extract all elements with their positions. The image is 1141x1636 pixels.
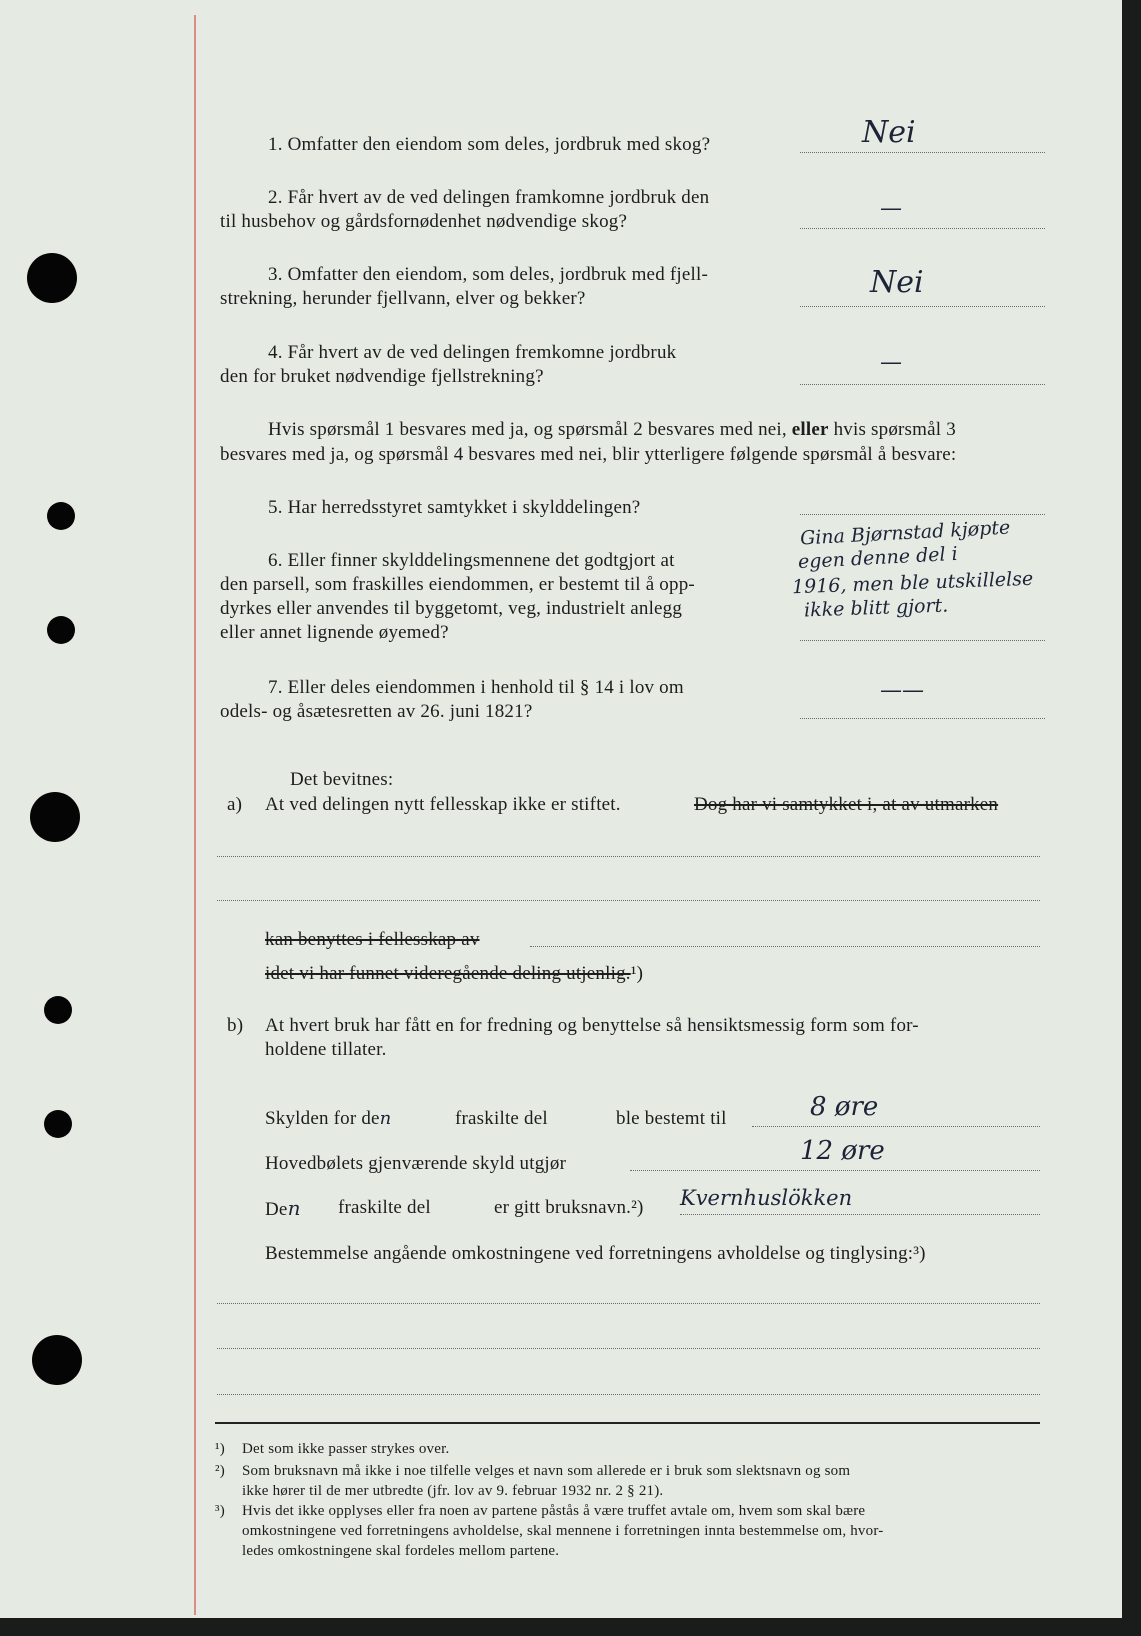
bevitnes-b-line2: holdene tillater. bbox=[265, 1039, 387, 1060]
punch-hole bbox=[47, 616, 75, 644]
punch-hole bbox=[30, 792, 80, 842]
blank-line bbox=[217, 1394, 1040, 1395]
blank-line bbox=[530, 946, 1040, 947]
footnote-ref: ¹) bbox=[630, 963, 644, 984]
punch-hole bbox=[44, 996, 72, 1024]
skyld-fraskilt-suffix: n bbox=[379, 1108, 392, 1129]
bevitnes-a-label: a) bbox=[227, 794, 243, 815]
intro-line1-a: Hvis spørsmål 1 besvares med ja, og spørsmål 2 besvares med nei, bbox=[268, 419, 787, 440]
skyld-navn-c: er gitt bruksnavn.²) bbox=[494, 1197, 644, 1218]
intro-line2: besvares med ja, og spørsmål 4 besvares med nei, blir ytterligere følgende spørsmål å besvare: bbox=[220, 444, 957, 465]
intro-line1 bbox=[268, 418, 956, 442]
answer-q6-line1: Gina Bjørnstad kjøpte bbox=[799, 516, 1011, 550]
question-1: 1. Omfatter den eiendom som deles, jordbruk med skog? bbox=[268, 134, 711, 155]
question-4-line1: 4. Får hvert av de ved delingen fremkomne jordbruk bbox=[268, 342, 677, 363]
blank-line bbox=[217, 900, 1040, 901]
question-6-line2: den parsell, som fraskilles eiendommen, er bestemt til å opp- bbox=[220, 574, 695, 595]
punch-hole bbox=[27, 253, 77, 303]
footnote-2-line1: Som bruksnavn må ikke i noe tilfelle velges et navn som allerede er i bruk som slektsnavn og som bbox=[242, 1463, 851, 1479]
answer-line bbox=[800, 640, 1045, 641]
answer-line bbox=[800, 384, 1045, 385]
footnote-3-line3: ledes omkostningene skal fordeles mellom partene. bbox=[242, 1543, 560, 1559]
skyld-hoved-value: 12 øre bbox=[800, 1136, 885, 1166]
skyld-fraskilt-c: ble bestemt til bbox=[616, 1108, 727, 1129]
question-7-line1: 7. Eller deles eiendommen i henhold til § 14 i lov om bbox=[268, 677, 684, 698]
skyld-navn-prefix: De bbox=[265, 1199, 288, 1220]
intro-line1-b: hvis spørsmål 3 bbox=[833, 419, 956, 440]
answer-line bbox=[800, 152, 1045, 153]
footnote-2-line2: ikke hører til de mer utbredte (jfr. lov av 9. februar 1932 nr. 2 § 21). bbox=[242, 1483, 664, 1499]
footnote-3-line1: Hvis det ikke opplyses eller fra noen av partene påstås å være truffet avtale om, hvem som skal bære bbox=[242, 1503, 866, 1519]
skyld-fraskilt-prefix: Skylden for de bbox=[265, 1108, 380, 1129]
bevitnes-a-struck3-line bbox=[265, 962, 643, 986]
bevitnes-heading: Det bevitnes: bbox=[290, 769, 394, 790]
skyld-omkost: Bestemmelse angående omkostningene ved forretningens avholdelse og tinglysing:³) bbox=[265, 1243, 926, 1264]
intro-bold: eller bbox=[791, 419, 829, 440]
answer-line bbox=[800, 228, 1045, 229]
footnote-2-mark: ²) bbox=[215, 1463, 225, 1479]
question-5: 5. Har herredsstyret samtykket i skylddelingen? bbox=[268, 497, 641, 518]
punch-hole bbox=[44, 1110, 72, 1138]
question-3-line2: strekning, herunder fjellvann, elver og bekker? bbox=[220, 288, 586, 309]
bevitnes-a-struck3: idet vi har funnet videregående deling utjenlig. bbox=[265, 963, 631, 984]
question-6-line3: dyrkes eller anvendes til byggetomt, veg, industrielt anlegg bbox=[220, 598, 683, 619]
bevitnes-a-struck: Dog har vi samtykket i, at av utmarken bbox=[694, 794, 999, 815]
bevitnes-b-line1: At hvert bruk har fått en for fredning og benyttelse så hensiktsmessig form som for- bbox=[265, 1015, 919, 1036]
question-3-line1: 3. Omfatter den eiendom, som deles, jordbruk med fjell- bbox=[268, 264, 708, 285]
bevitnes-a-text: At ved delingen nytt fellesskap ikke er stiftet. bbox=[265, 794, 621, 815]
answer-line bbox=[680, 1214, 1040, 1215]
blank-line bbox=[217, 1303, 1040, 1304]
blank-line bbox=[217, 856, 1040, 857]
question-6-line4: eller annet lignende øyemed? bbox=[220, 622, 449, 643]
answer-q6-line3: 1916, men ble utskillelse bbox=[791, 567, 1034, 599]
answer-line bbox=[800, 514, 1045, 515]
skyld-fraskilt-a bbox=[265, 1107, 391, 1131]
skyld-fraskilt-value: 8 øre bbox=[810, 1092, 879, 1122]
skyld-navn-value: Kvernhuslökken bbox=[680, 1186, 853, 1210]
footnote-3-line2: omkostningene ved forretningens avholdelse, skal mennene i forretningen innta bestemmelse om, hvor- bbox=[242, 1523, 884, 1539]
bevitnes-b-label: b) bbox=[227, 1015, 244, 1036]
answer-q6-line2: egen denne del i bbox=[797, 542, 959, 574]
footnote-3-mark: ³) bbox=[215, 1503, 225, 1519]
skyld-hoved-label: Hovedbølets gjenværende skyld utgjør bbox=[265, 1153, 567, 1174]
answer-q1: Nei bbox=[862, 115, 916, 150]
answer-q6-line4: ikke blitt gjort. bbox=[803, 594, 949, 622]
footnote-1-mark: ¹) bbox=[215, 1441, 225, 1457]
question-2-line2: til husbehov og gårdsfornødenhet nødvendige skog? bbox=[220, 211, 628, 232]
margin-line bbox=[194, 15, 196, 1615]
skyld-navn-b: fraskilte del bbox=[338, 1197, 431, 1218]
question-7-line2: odels- og åsætesretten av 26. juni 1821? bbox=[220, 701, 533, 722]
punch-hole bbox=[32, 1335, 82, 1385]
answer-q4: — bbox=[880, 350, 902, 375]
answer-line bbox=[800, 306, 1045, 307]
question-2-line1: 2. Får hvert av de ved delingen framkomne jordbruk den bbox=[268, 187, 710, 208]
question-6-line1: 6. Eller finner skylddelingsmennene det godtgjort at bbox=[268, 550, 675, 571]
footnote-1: Det som ikke passer strykes over. bbox=[242, 1441, 450, 1457]
answer-q2: — bbox=[880, 196, 902, 221]
bevitnes-a-struck2: kan benyttes i fellesskap av bbox=[265, 929, 480, 950]
skyld-navn-a bbox=[265, 1196, 301, 1222]
answer-line bbox=[800, 718, 1045, 719]
footnote-separator bbox=[215, 1422, 1040, 1424]
answer-q7: —— bbox=[880, 678, 924, 703]
answer-line bbox=[630, 1170, 1040, 1171]
question-4-line2: den for bruket nødvendige fjellstrekning? bbox=[220, 366, 544, 387]
skyld-fraskilt-b: fraskilte del bbox=[455, 1108, 548, 1129]
blank-line bbox=[217, 1348, 1040, 1349]
punch-hole bbox=[47, 502, 75, 530]
answer-line bbox=[752, 1126, 1040, 1127]
answer-q3: Nei bbox=[870, 265, 924, 300]
skyld-navn-suffix: n bbox=[287, 1196, 301, 1220]
